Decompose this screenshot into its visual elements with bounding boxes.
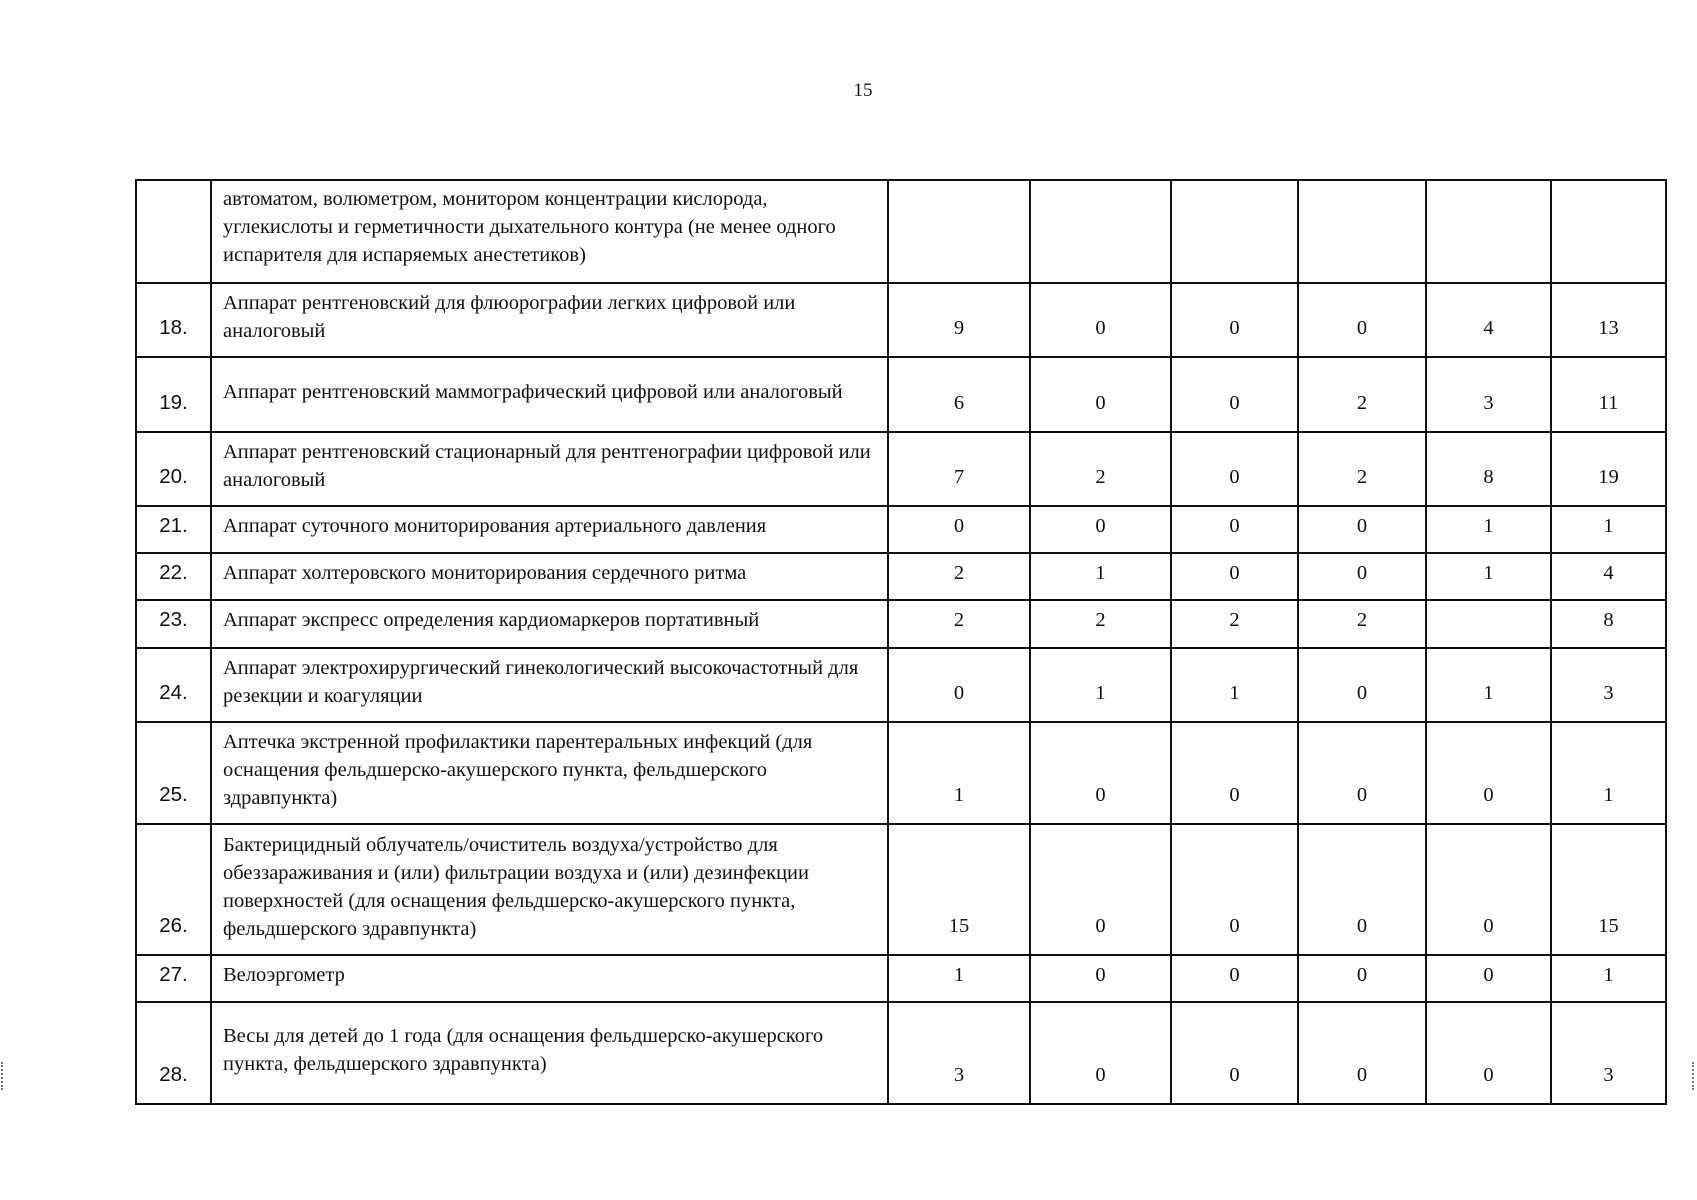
row-number: 19. [136,357,211,432]
value-cell: 6 [888,357,1030,432]
page-number: 15 [853,80,873,101]
value-cell: 0 [1298,506,1426,553]
total-cell: 1 [1551,722,1666,824]
table-row [136,955,1666,1002]
value-cell: 3 [888,1002,1030,1104]
value-cell: 0 [1030,722,1171,824]
equipment-name: автоматом, волюметром, монитором концентрации кислорода, углекислоты и герметичности дыхательного контура (не менее одного испарителя для испаряемых анестетиков) [211,180,888,283]
value-cell: 0 [1171,506,1298,553]
value-cell: 0 [1171,553,1298,600]
value-cell [1426,600,1551,648]
value-cell: 1 [888,722,1030,824]
row-number: 18. [136,283,211,357]
table-row [136,506,1666,553]
table-row [136,824,1666,955]
value-cell: 7 [888,432,1030,506]
value-cell: 2 [1030,432,1171,506]
equipment-name: Аппарат экспресс определения кардиомаркеров портативный [211,600,888,648]
total-cell: 15 [1551,824,1666,955]
scan-edge-mark-left [1,1062,5,1090]
equipment-name: Весы для детей до 1 года (для оснащения фельдшерско-акушерского пункта, фельдшерского здравпункта) [211,1002,888,1104]
value-cell: 0 [1298,955,1426,1002]
row-number: 23. [136,600,211,648]
value-cell: 2 [888,553,1030,600]
value-cell: 15 [888,824,1030,955]
value-cell: 0 [888,648,1030,722]
scan-edge-mark-right [1692,1062,1696,1090]
table-row [136,283,1666,357]
equipment-table [135,179,1667,1105]
value-cell: 2 [1171,600,1298,648]
value-cell: 0 [1298,283,1426,357]
value-cell: 0 [1030,357,1171,432]
equipment-name: Аппарат холтеровского мониторирования сердечного ритма [211,553,888,600]
value-cell: 1 [1426,553,1551,600]
value-cell: 0 [1171,955,1298,1002]
value-cell: 1 [1426,648,1551,722]
value-cell [1171,180,1298,283]
total-cell: 3 [1551,648,1666,722]
total-cell: 19 [1551,432,1666,506]
value-cell: 0 [888,506,1030,553]
value-cell: 0 [1171,432,1298,506]
value-cell: 0 [1030,506,1171,553]
value-cell: 1 [1030,648,1171,722]
value-cell: 0 [1171,824,1298,955]
equipment-name: Велоэргометр [211,955,888,1002]
row-number: 25. [136,722,211,824]
equipment-name: Аптечка экстренной профилактики парентеральных инфекций (для оснащения фельдшерско-акушерского пункта, фельдшерского здравпункта) [211,722,888,824]
row-number: 20. [136,432,211,506]
table-row [136,600,1666,648]
value-cell: 0 [1298,648,1426,722]
table-row [136,722,1666,824]
value-cell: 0 [1171,722,1298,824]
table-row [136,357,1666,432]
value-cell: 2 [888,600,1030,648]
value-cell: 2 [1298,357,1426,432]
equipment-name: Аппарат суточного мониторирования артериального давления [211,506,888,553]
value-cell [1426,180,1551,283]
value-cell: 0 [1426,824,1551,955]
value-cell: 8 [1426,432,1551,506]
value-cell: 2 [1030,600,1171,648]
total-cell: 3 [1551,1002,1666,1104]
equipment-name: Аппарат рентгеновский стационарный для рентгенографии цифровой или аналоговый [211,432,888,506]
row-number: 24. [136,648,211,722]
table-row [136,553,1666,600]
total-cell: 13 [1551,283,1666,357]
table-row [136,432,1666,506]
value-cell [1298,180,1426,283]
value-cell: 1 [1171,648,1298,722]
table-row [136,648,1666,722]
value-cell: 0 [1030,1002,1171,1104]
row-number: 21. [136,506,211,553]
value-cell: 0 [1298,722,1426,824]
value-cell: 0 [1298,824,1426,955]
value-cell: 0 [1171,283,1298,357]
row-number: 28. [136,1002,211,1104]
total-cell: 8 [1551,600,1666,648]
equipment-name: Аппарат электрохирургический гинекологический высокочастотный для резекции и коагуляции [211,648,888,722]
equipment-name: Аппарат рентгеновский для флюорографии легких цифровой или аналоговый [211,283,888,357]
value-cell: 3 [1426,357,1551,432]
value-cell: 1 [888,955,1030,1002]
value-cell: 2 [1298,432,1426,506]
row-number: 26. [136,824,211,955]
value-cell: 0 [1298,1002,1426,1104]
value-cell: 0 [1030,283,1171,357]
total-cell: 11 [1551,357,1666,432]
value-cell: 9 [888,283,1030,357]
value-cell: 0 [1298,553,1426,600]
total-cell: 1 [1551,955,1666,1002]
value-cell [888,180,1030,283]
total-cell [1551,180,1666,283]
value-cell: 1 [1426,506,1551,553]
value-cell: 0 [1171,357,1298,432]
equipment-name: Бактерицидный облучатель/очиститель воздуха/устройство для обеззараживания и (или) фильтрации воздуха и (или) дезинфекции поверхностей (для оснащения фельдшерско-акушерского пункта, фельдшерского здравпункта) [211,824,888,955]
table-row [136,1002,1666,1104]
equipment-name: Аппарат рентгеновский маммографический цифровой или аналоговый [211,357,888,432]
total-cell: 1 [1551,506,1666,553]
value-cell: 4 [1426,283,1551,357]
value-cell: 0 [1030,824,1171,955]
value-cell: 0 [1030,955,1171,1002]
value-cell: 0 [1426,955,1551,1002]
row-number: 22. [136,553,211,600]
value-cell: 1 [1030,553,1171,600]
value-cell: 0 [1426,1002,1551,1104]
table-row [136,180,1666,283]
value-cell: 0 [1426,722,1551,824]
value-cell [1030,180,1171,283]
total-cell: 4 [1551,553,1666,600]
row-number [136,180,211,283]
value-cell: 2 [1298,600,1426,648]
value-cell: 0 [1171,1002,1298,1104]
row-number: 27. [136,955,211,1002]
